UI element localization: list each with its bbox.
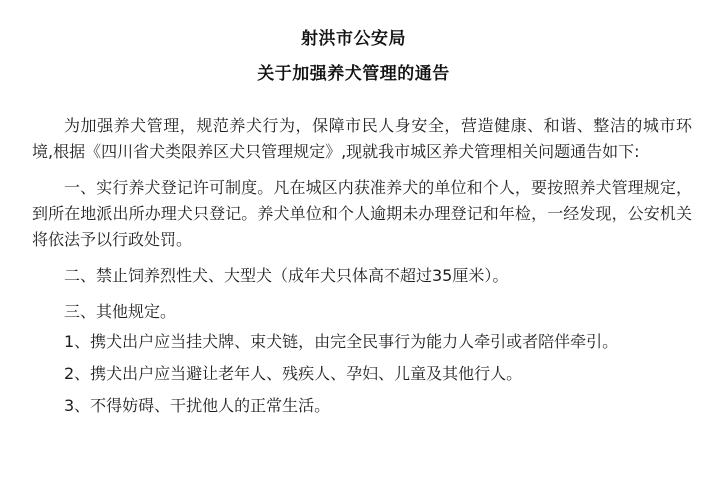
clause-two: 二、禁止饲养烈性犬、大型犬（成年犬只体高不超过35厘米）。 — [64, 266, 509, 285]
issuer-heading: 射洪市公安局 — [301, 29, 406, 49]
notice-body — [32, 113, 692, 425]
clause-three: 三、其他规定。 — [64, 302, 177, 321]
rule-item-2: 2、携犬出户应当避让老年人、残疾人、孕妇、儿童及其他行人。 — [64, 364, 523, 383]
intro-paragraph: 为加强养犬管理，规范养犬行为，保障市民人身安全，营造健康、和谐、整洁的城市环境,根据《四川省犬类限养区犬只管理规定》,现就我市城区养犬管理相关问题通告如下: — [32, 116, 692, 161]
rule-item-3: 3、不得妨碍、干扰他人的正常生活。 — [64, 396, 331, 415]
rule-item-1: 1、携犬出户应当挂犬牌、束犬链，由完全民事行为能力人牵引或者陪伴牵引。 — [64, 332, 619, 351]
notice-title: 关于加强养犬管理的通告 — [257, 64, 450, 84]
clause-one: 一、实行养犬登记许可制度。凡在城区内获准养犬的单位和个人，要按照养犬管理规定，到所在地派出所办理犬只登记。养犬单位和个人逾期未办理登记和年检，一经发现，公安机关将依法予以行政处罚。 — [32, 178, 692, 249]
